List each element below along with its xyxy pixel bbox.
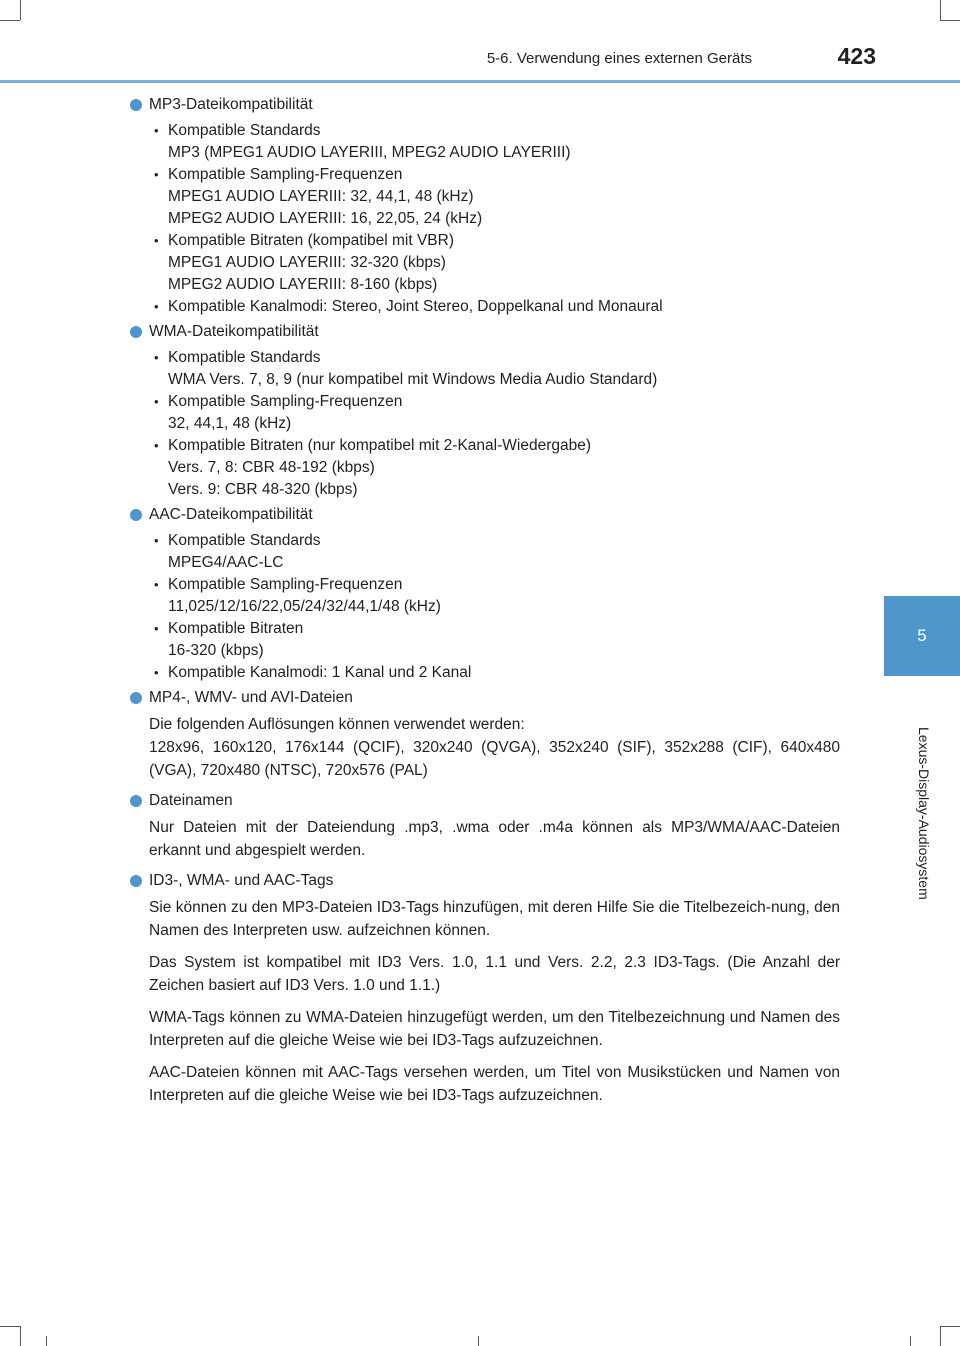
list-item: [168, 391, 840, 435]
section-title: AAC-Dateikompatibilität: [149, 506, 313, 523]
item-label: • Kompatible Sampling-Frequenzen: [168, 576, 403, 593]
section: [130, 688, 840, 782]
section: [130, 322, 840, 501]
spec-list: [130, 530, 840, 684]
crop-mark: [940, 0, 941, 20]
section: [130, 791, 840, 862]
crop-mark: [20, 0, 21, 20]
paragraph: AAC-Dateien können mit AAC-Tags versehen werden, um Titel von Musikstücken und Namen von Interpreten auf die gleiche Weise wie bei ID3-Tags aufzuzeichnen.: [149, 1064, 840, 1104]
section: [130, 95, 840, 318]
spec-list: [130, 120, 840, 318]
item-label: • Kompatible Bitraten (nur kompatibel mit 2-Kanal-Wiedergabe): [168, 437, 592, 454]
crop-mark: [478, 1336, 479, 1346]
item-value: 16-320 (kbps): [168, 642, 264, 659]
list-item: [168, 230, 840, 296]
section-heading: [130, 791, 840, 811]
crop-mark: [940, 20, 960, 21]
section-title: MP3-Dateikompatibilität: [149, 96, 313, 113]
bullet-dot-icon: [130, 326, 142, 338]
list-item: [168, 347, 840, 391]
item-label: • Kompatible Bitraten: [168, 620, 304, 637]
section-title: Dateinamen: [149, 792, 233, 809]
section-title: MP4-, WMV- und AVI-Dateien: [149, 689, 353, 706]
paragraph: Das System ist kompatibel mit ID3 Vers. 1.0, 1.1 und Vers. 2.2, 2.3 ID3-Tags. (Die Anzahl der Zeichen basiert auf ID3 Vers. 1.0 und 1.1.): [149, 954, 840, 994]
item-value: MPEG2 AUDIO LAYERIII: 16, 22,05, 24 (kHz): [168, 210, 483, 227]
list-item: [168, 296, 840, 318]
crop-mark: [0, 1326, 20, 1327]
chapter-number: 5: [917, 626, 927, 645]
item-label: • Kompatible Sampling-Frequenzen: [168, 393, 403, 410]
item-value: WMA Vers. 7, 8, 9 (nur kompatibel mit Windows Media Audio Standard): [168, 371, 658, 388]
crop-mark: [0, 20, 20, 21]
list-item: [168, 618, 840, 662]
bullet-dot-icon: [130, 509, 142, 521]
bullet-dot-icon: [130, 99, 142, 111]
item-label: • Kompatible Bitraten (kompatibel mit VBR): [168, 232, 455, 249]
crop-mark: [910, 1336, 911, 1346]
list-item: [168, 662, 840, 684]
header-rule: [0, 80, 960, 83]
list-item: [168, 574, 840, 618]
item-value: Vers. 9: CBR 48-320 (kbps): [168, 481, 358, 498]
section-heading: [130, 688, 840, 708]
section-heading: [130, 871, 840, 891]
item-value: MPEG4/AAC-LC: [168, 554, 284, 571]
item-value: MPEG1 AUDIO LAYERIII: 32-320 (kbps): [168, 254, 446, 271]
item-label: • Kompatible Kanalmodi: 1 Kanal und 2 Kanal: [168, 664, 472, 681]
list-item: [168, 164, 840, 230]
paragraph: WMA-Tags können zu WMA-Dateien hinzugefügt werden, um den Titelbezeichnung und Namen des Interpreten auf die gleiche Weise wie bei ID3-Tags aufzuzeichnen.: [149, 1009, 840, 1049]
chapter-title: Lexus-Display-Audiosystem: [916, 726, 932, 900]
item-value: MPEG2 AUDIO LAYERIII: 8-160 (kbps): [168, 276, 438, 293]
item-label: • Kompatible Kanalmodi: Stereo, Joint Stereo, Doppelkanal und Monaural: [168, 298, 663, 315]
crop-mark: [20, 1326, 21, 1346]
item-value: MPEG1 AUDIO LAYERIII: 32, 44,1, 48 (kHz): [168, 188, 474, 205]
section: [130, 871, 840, 1107]
crop-mark: [46, 1336, 47, 1346]
list-item: [168, 530, 840, 574]
section-title: WMA-Dateikompatibilität: [149, 323, 319, 340]
crop-mark: [940, 1326, 960, 1327]
paragraph: Nur Dateien mit der Dateiendung .mp3, .wma oder .m4a können als MP3/WMA/AAC-Dateien erkannt und abgespielt werden.: [149, 819, 840, 859]
item-label: • Kompatible Standards: [168, 349, 321, 366]
section-heading: [130, 95, 840, 115]
chapter-tab: [884, 596, 960, 676]
bullet-dot-icon: [130, 795, 142, 807]
list-item: [168, 120, 840, 164]
spec-list: [130, 347, 840, 501]
item-label: • Kompatible Standards: [168, 122, 321, 139]
section-title: ID3-, WMA- und AAC-Tags: [149, 872, 334, 889]
paragraph: Die folgenden Auflösungen können verwendet werden: 128x96, 160x120, 176x144 (QCIF), 320x240 (QVGA), 352x240 (SIF), 352x288 (CIF), 640x480 (VGA), 720x480 (NTSC), 720x576 (PAL): [149, 716, 840, 779]
running-header: 5-6. Verwendung eines externen Geräts: [486, 50, 752, 67]
item-value: 11,025/12/16/22,05/24/32/44,1/48 (kHz): [168, 598, 441, 615]
paragraph: Sie können zu den MP3-Dateien ID3-Tags hinzufügen, mit deren Hilfe Sie die Titelbezeich-nung, den Namen des Interpreten usw. aufzeichnen können.: [149, 899, 840, 939]
item-value: 32, 44,1, 48 (kHz): [168, 415, 292, 432]
section-heading: [130, 322, 840, 342]
bullet-dot-icon: [130, 875, 142, 887]
item-value: MP3 (MPEG1 AUDIO LAYERIII, MPEG2 AUDIO LAYERIII): [168, 144, 571, 161]
item-value: Vers. 7, 8: CBR 48-192 (kbps): [168, 459, 375, 476]
bullet-dot-icon: [130, 692, 142, 704]
item-label: • Kompatible Standards: [168, 532, 321, 549]
page-number: 423: [837, 43, 876, 69]
crop-mark: [940, 1326, 941, 1346]
section: [130, 505, 840, 684]
page-content: [130, 95, 840, 1116]
list-item: [168, 435, 840, 501]
item-label: • Kompatible Sampling-Frequenzen: [168, 166, 403, 183]
section-heading: [130, 505, 840, 525]
